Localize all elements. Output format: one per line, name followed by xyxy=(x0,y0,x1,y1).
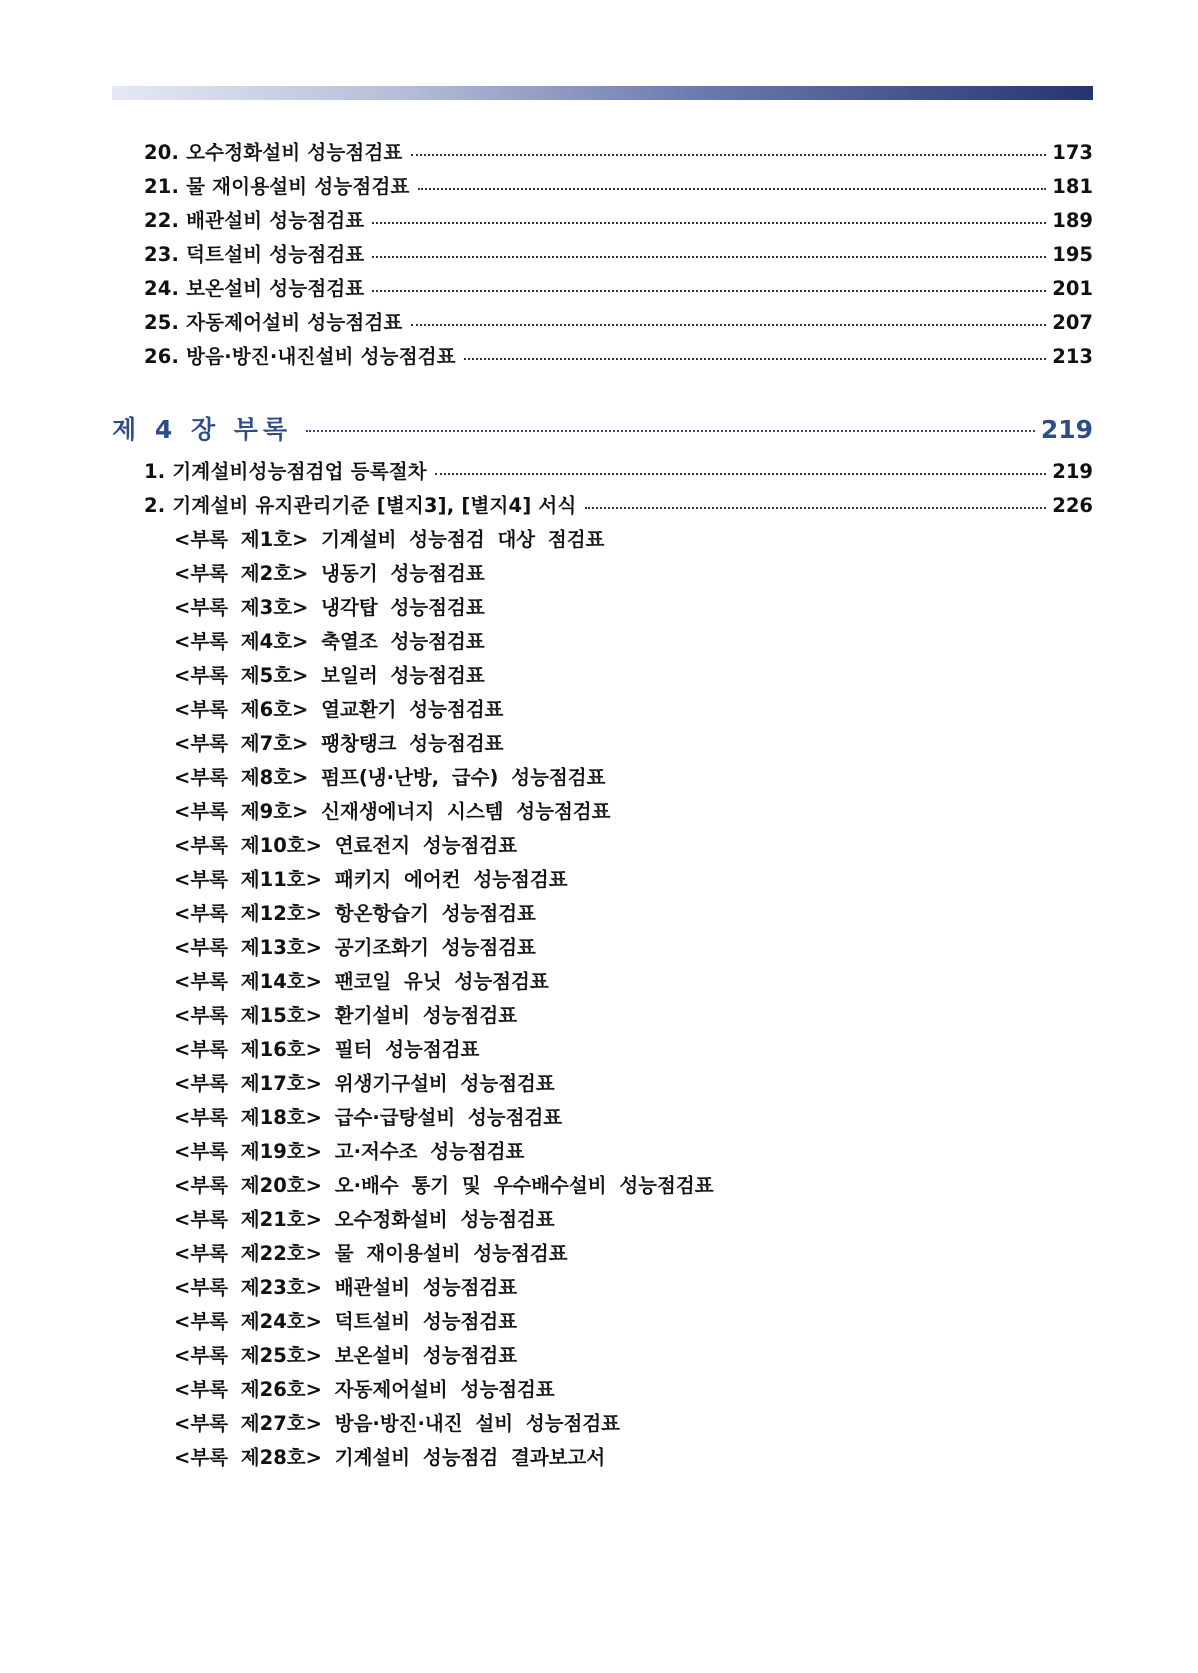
dot-leader xyxy=(585,507,1047,509)
toc-entry-21[interactable] xyxy=(0,170,1198,204)
toc-entry-25[interactable] xyxy=(0,306,1198,340)
appendix-item[interactable]: <부록 제16호> 필터 성능점검표 xyxy=(174,1038,480,1062)
toc-entry-page: 213 xyxy=(1052,345,1093,369)
toc-entry-title: 2. 기계설비 유지관리기준 [별지3], [별지4] 서식 xyxy=(144,494,577,518)
toc-entry-page: 195 xyxy=(1052,243,1093,267)
toc-entry-title: 25. 자동제어설비 성능점검표 xyxy=(144,311,403,335)
toc-entry-title: 1. 기계설비성능점검업 등록절차 xyxy=(144,460,427,484)
appendix-item[interactable]: <부록 제7호> 팽창탱크 성능점검표 xyxy=(174,732,504,756)
appendix-item[interactable]: <부록 제15호> 환기설비 성능점검표 xyxy=(174,1004,518,1028)
appendix-item[interactable]: <부록 제22호> 물 재이용설비 성능점검표 xyxy=(174,1242,568,1266)
header-gradient-bar xyxy=(112,86,1093,100)
appendix-item[interactable]: <부록 제26호> 자동제어설비 성능점검표 xyxy=(174,1378,555,1402)
toc-entry-title: 24. 보온설비 성능점검표 xyxy=(144,277,365,301)
appendix-item[interactable]: <부록 제27호> 방음·방진·내진 설비 성능점검표 xyxy=(174,1412,621,1436)
dot-leader xyxy=(306,430,1035,432)
toc-entry-page: 173 xyxy=(1052,141,1093,165)
appendix-item[interactable]: <부록 제24호> 덕트설비 성능점검표 xyxy=(174,1310,518,1334)
chapter-title: 제 4 장 부록 xyxy=(112,414,293,444)
toc-entry-title: 21. 물 재이용설비 성능점검표 xyxy=(144,175,410,199)
appendix-item[interactable]: <부록 제21호> 오수정화설비 성능점검표 xyxy=(174,1208,555,1232)
appendix-item[interactable]: <부록 제13호> 공기조화기 성능점검표 xyxy=(174,936,536,960)
dot-leader xyxy=(464,358,1046,360)
toc-entry-page: 219 xyxy=(1052,460,1093,484)
toc-entry-title: 26. 방음·방진·내진설비 성능점검표 xyxy=(144,345,456,369)
toc-entry-title: 23. 덕트설비 성능점검표 xyxy=(144,243,365,267)
toc-entry-24[interactable] xyxy=(0,272,1198,306)
toc-entry-page: 189 xyxy=(1052,209,1093,233)
dot-leader xyxy=(372,222,1046,224)
toc-entry-22[interactable] xyxy=(0,204,1198,238)
toc-entry-page: 226 xyxy=(1052,494,1093,518)
toc-entry-appendix-1[interactable] xyxy=(0,455,1198,489)
dot-leader xyxy=(411,154,1047,156)
toc-entry-page: 181 xyxy=(1052,175,1093,199)
dot-leader xyxy=(411,324,1047,326)
toc-entry-23[interactable] xyxy=(0,238,1198,272)
appendix-item[interactable]: <부록 제2호> 냉동기 성능점검표 xyxy=(174,562,485,586)
dot-leader xyxy=(418,188,1047,190)
appendix-item[interactable]: <부록 제10호> 연료전지 성능점검표 xyxy=(174,834,518,858)
toc-entry-26[interactable] xyxy=(0,340,1198,374)
appendix-item[interactable]: <부록 제6호> 열교환기 성능점검표 xyxy=(174,698,504,722)
dot-leader xyxy=(372,256,1046,258)
chapter-page: 219 xyxy=(1040,414,1093,444)
appendix-item[interactable]: <부록 제8호> 펌프(냉·난방, 급수) 성능점검표 xyxy=(174,766,606,790)
appendix-item[interactable]: <부록 제1호> 기계설비 성능점검 대상 점검표 xyxy=(174,528,605,552)
dot-leader xyxy=(435,473,1046,475)
appendix-item[interactable]: <부록 제25호> 보온설비 성능점검표 xyxy=(174,1344,518,1368)
appendix-item[interactable]: <부록 제23호> 배관설비 성능점검표 xyxy=(174,1276,518,1300)
toc-entry-page: 201 xyxy=(1052,277,1093,301)
toc-chapter-4[interactable] xyxy=(0,409,1198,449)
dot-leader xyxy=(372,290,1046,292)
appendix-item[interactable]: <부록 제14호> 팬코일 유닛 성능점검표 xyxy=(174,970,549,994)
appendix-item[interactable]: <부록 제9호> 신재생에너지 시스템 성능점검표 xyxy=(174,800,611,824)
toc-entry-appendix-2[interactable] xyxy=(0,489,1198,523)
toc-entry-title: 22. 배관설비 성능점검표 xyxy=(144,209,365,233)
toc-entry-20[interactable] xyxy=(0,136,1198,170)
appendix-item[interactable]: <부록 제18호> 급수·급탕설비 성능점검표 xyxy=(174,1106,563,1130)
appendix-item[interactable]: <부록 제3호> 냉각탑 성능점검표 xyxy=(174,596,485,620)
appendix-item[interactable]: <부록 제4호> 축열조 성능점검표 xyxy=(174,630,485,654)
appendix-item[interactable]: <부록 제28호> 기계설비 성능점검 결과보고서 xyxy=(174,1446,606,1470)
appendix-item[interactable]: <부록 제19호> 고·저수조 성능점검표 xyxy=(174,1140,525,1164)
appendix-item[interactable]: <부록 제20호> 오·배수 통기 및 우수배수설비 성능점검표 xyxy=(174,1174,714,1198)
appendix-item[interactable]: <부록 제11호> 패키지 에어컨 성능점검표 xyxy=(174,868,568,892)
appendix-item[interactable]: <부록 제5호> 보일러 성능점검표 xyxy=(174,664,485,688)
appendix-item[interactable]: <부록 제17호> 위생기구설비 성능점검표 xyxy=(174,1072,555,1096)
appendix-item[interactable]: <부록 제12호> 항온항습기 성능점검표 xyxy=(174,902,536,926)
toc-entry-title: 20. 오수정화설비 성능점검표 xyxy=(144,141,403,165)
toc-entry-page: 207 xyxy=(1052,311,1093,335)
